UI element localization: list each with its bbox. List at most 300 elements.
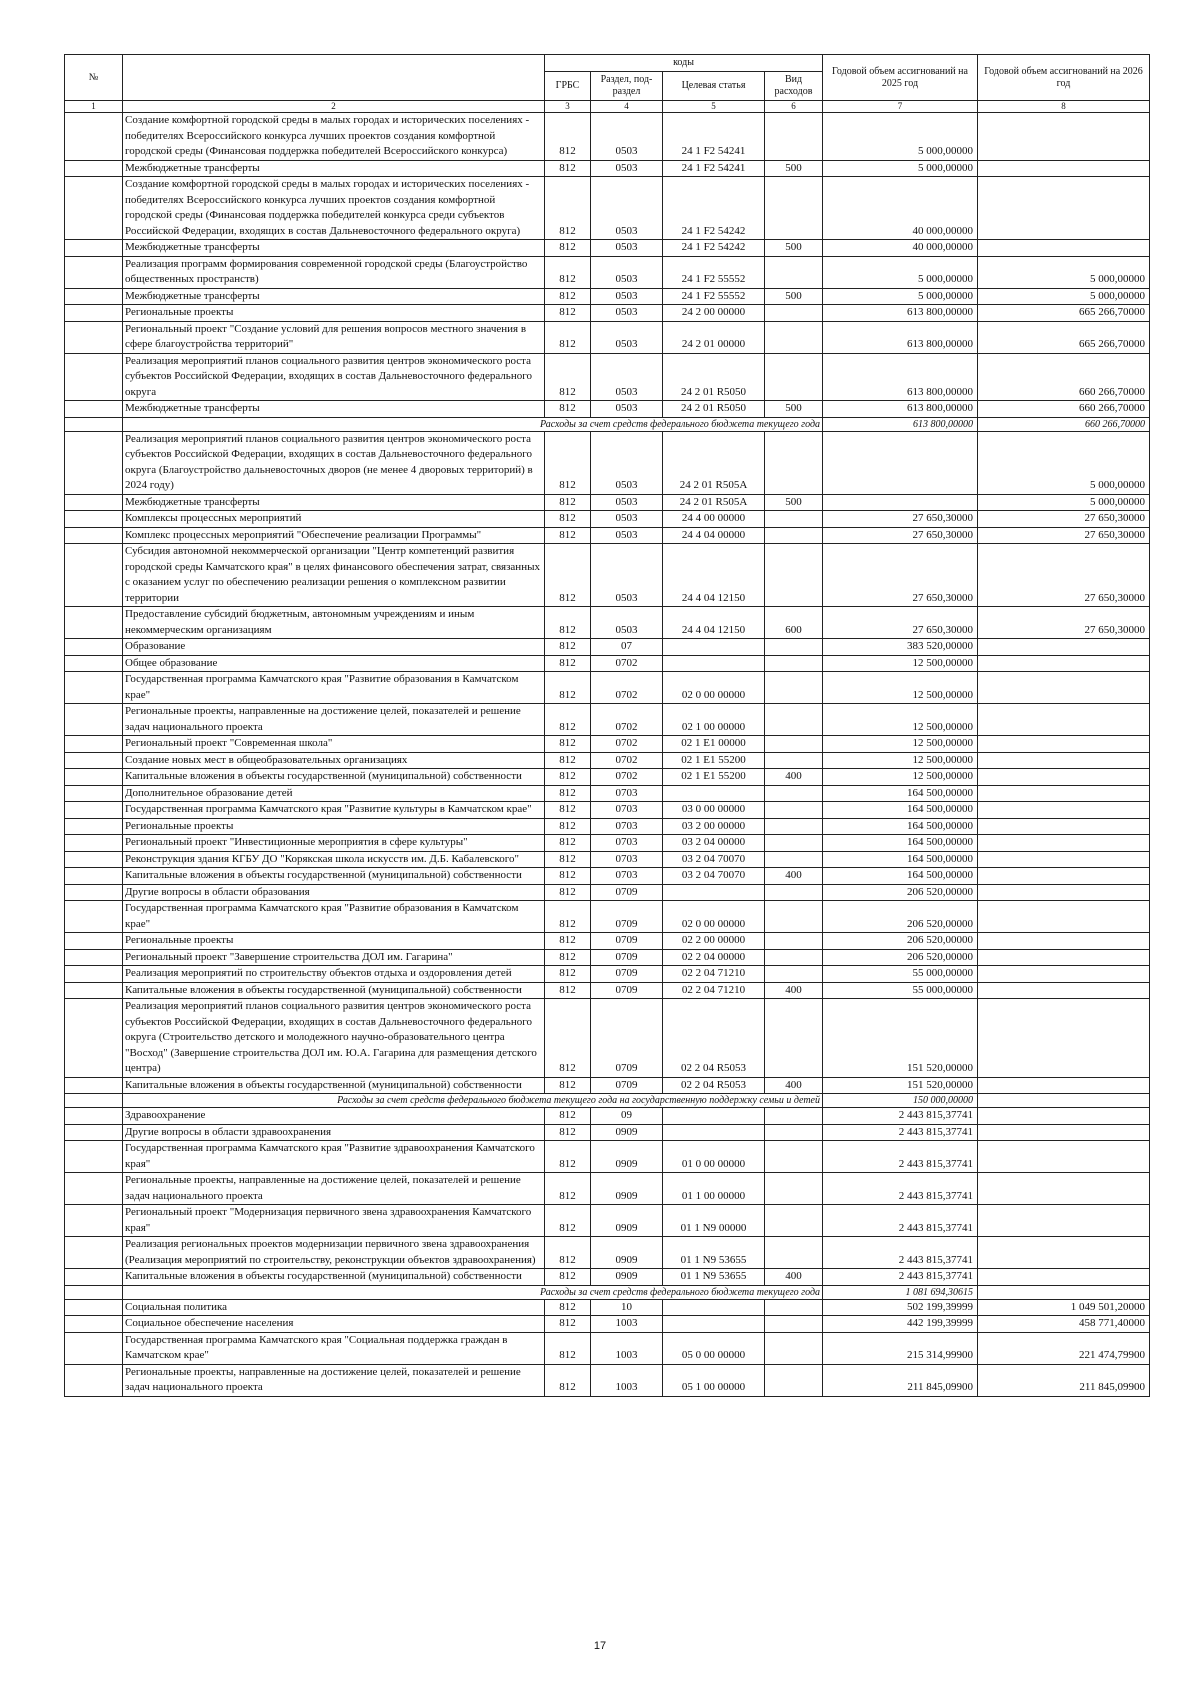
vid-cell bbox=[765, 1205, 823, 1237]
note-text-cell: Расходы за счет средств федерального бюджета текущего года bbox=[123, 417, 823, 431]
vid-cell bbox=[765, 736, 823, 753]
item-name-cell: Межбюджетные трансферты bbox=[123, 401, 545, 418]
amount-2026-cell bbox=[978, 933, 1150, 950]
grbs-cell: 812 bbox=[545, 511, 591, 528]
statya-cell bbox=[663, 884, 765, 901]
vid-cell bbox=[765, 527, 823, 544]
vid-cell bbox=[765, 511, 823, 528]
amount-2025-cell: 12 500,00000 bbox=[823, 655, 978, 672]
statya-cell bbox=[663, 1299, 765, 1316]
table-row bbox=[65, 1364, 1150, 1396]
vid-cell bbox=[765, 113, 823, 161]
razdel-cell: 0503 bbox=[591, 160, 663, 177]
row-num-cell bbox=[65, 999, 123, 1078]
vid-cell bbox=[765, 305, 823, 322]
grbs-cell: 812 bbox=[545, 1237, 591, 1269]
row-num-cell bbox=[65, 851, 123, 868]
table-row bbox=[65, 401, 1150, 418]
statya-cell: 03 2 04 70070 bbox=[663, 868, 765, 885]
amount-2025-cell: 151 520,00000 bbox=[823, 1077, 978, 1094]
statya-cell: 01 1 N9 53655 bbox=[663, 1269, 765, 1286]
grbs-cell: 812 bbox=[545, 431, 591, 494]
razdel-cell: 0709 bbox=[591, 901, 663, 933]
table-row bbox=[65, 288, 1150, 305]
vid-cell bbox=[765, 704, 823, 736]
statya-cell: 24 4 04 12150 bbox=[663, 607, 765, 639]
vid-cell: 400 bbox=[765, 1269, 823, 1286]
grbs-cell: 812 bbox=[545, 1108, 591, 1125]
item-name-cell: Общее образование bbox=[123, 655, 545, 672]
item-name-cell: Образование bbox=[123, 639, 545, 656]
table-row bbox=[65, 527, 1150, 544]
amount-2026-cell bbox=[978, 1108, 1150, 1125]
row-num-cell bbox=[65, 884, 123, 901]
table-row bbox=[65, 511, 1150, 528]
vid-cell bbox=[765, 1316, 823, 1333]
item-name-cell: Государственная программа Камчатского края "Развитие образования в Камчатском крае" bbox=[123, 901, 545, 933]
grbs-cell: 812 bbox=[545, 1316, 591, 1333]
item-name-cell: Реконструкция здания КГБУ ДО "Корякская школа искусств им. Д.Б. Кабалевского" bbox=[123, 851, 545, 868]
razdel-cell: 1003 bbox=[591, 1316, 663, 1333]
row-num-cell bbox=[65, 511, 123, 528]
grbs-cell: 812 bbox=[545, 113, 591, 161]
note-text-cell: Расходы за счет средств федерального бюджета текущего года на государственную поддержку семьи и детей bbox=[123, 1094, 823, 1108]
row-num-cell bbox=[65, 982, 123, 999]
amount-2026-cell bbox=[978, 1285, 1150, 1299]
razdel-cell: 0709 bbox=[591, 966, 663, 983]
razdel-cell: 0703 bbox=[591, 868, 663, 885]
razdel-cell: 0909 bbox=[591, 1237, 663, 1269]
amount-2025-cell: 12 500,00000 bbox=[823, 736, 978, 753]
amount-2026-cell: 221 474,79900 bbox=[978, 1332, 1150, 1364]
table-row bbox=[65, 1141, 1150, 1173]
table-row bbox=[65, 431, 1150, 494]
statya-cell: 02 2 04 71210 bbox=[663, 966, 765, 983]
amount-2025-cell: 27 650,30000 bbox=[823, 607, 978, 639]
amount-2026-cell bbox=[978, 982, 1150, 999]
amount-2026-cell bbox=[978, 655, 1150, 672]
row-num-cell bbox=[65, 1285, 123, 1299]
amount-2025-cell: 12 500,00000 bbox=[823, 752, 978, 769]
table-row bbox=[65, 672, 1150, 704]
grbs-cell: 812 bbox=[545, 818, 591, 835]
statya-cell: 24 2 00 00000 bbox=[663, 305, 765, 322]
statya-cell: 24 1 F2 54242 bbox=[663, 177, 765, 240]
amount-2026-cell bbox=[978, 901, 1150, 933]
statya-cell bbox=[663, 655, 765, 672]
table-row bbox=[65, 1237, 1150, 1269]
vid-cell bbox=[765, 933, 823, 950]
note-row bbox=[65, 1094, 1150, 1108]
grbs-cell: 812 bbox=[545, 1332, 591, 1364]
razdel-cell: 0503 bbox=[591, 113, 663, 161]
table-row bbox=[65, 494, 1150, 511]
statya-cell: 01 0 00 00000 bbox=[663, 1141, 765, 1173]
grbs-cell: 812 bbox=[545, 1077, 591, 1094]
item-name-cell: Другие вопросы в области образования bbox=[123, 884, 545, 901]
grbs-cell: 812 bbox=[545, 901, 591, 933]
vid-cell: 600 bbox=[765, 607, 823, 639]
row-num-cell bbox=[65, 949, 123, 966]
amount-2025-cell: 2 443 815,37741 bbox=[823, 1173, 978, 1205]
row-num-cell bbox=[65, 1108, 123, 1125]
amount-2025-cell: 164 500,00000 bbox=[823, 851, 978, 868]
table-row bbox=[65, 353, 1150, 401]
statya-cell: 02 1 E1 55200 bbox=[663, 769, 765, 786]
row-num-cell bbox=[65, 401, 123, 418]
row-num-cell bbox=[65, 785, 123, 802]
row-num-cell bbox=[65, 1316, 123, 1333]
razdel-cell: 0709 bbox=[591, 1077, 663, 1094]
item-name-cell: Социальное обеспечение населения bbox=[123, 1316, 545, 1333]
amount-2026-cell: 660 266,70000 bbox=[978, 401, 1150, 418]
grbs-cell: 812 bbox=[545, 966, 591, 983]
row-num-cell bbox=[65, 672, 123, 704]
statya-cell: 02 2 04 R5053 bbox=[663, 999, 765, 1078]
amount-2025-cell: 27 650,30000 bbox=[823, 544, 978, 607]
amount-2026-cell bbox=[978, 999, 1150, 1078]
row-num-cell bbox=[65, 1141, 123, 1173]
vid-cell bbox=[765, 256, 823, 288]
item-name-cell: Социальная политика bbox=[123, 1299, 545, 1316]
statya-cell bbox=[663, 1108, 765, 1125]
colnum: 8 bbox=[978, 101, 1150, 113]
amount-2025-cell: 2 443 815,37741 bbox=[823, 1269, 978, 1286]
item-name-cell: Межбюджетные трансферты bbox=[123, 494, 545, 511]
amount-2026-cell bbox=[978, 1269, 1150, 1286]
grbs-cell: 812 bbox=[545, 802, 591, 819]
table-row bbox=[65, 785, 1150, 802]
amount-2026-cell bbox=[978, 802, 1150, 819]
statya-cell: 02 0 00 00000 bbox=[663, 901, 765, 933]
amount-2026-cell bbox=[978, 704, 1150, 736]
statya-cell: 24 2 01 R5050 bbox=[663, 353, 765, 401]
vid-cell bbox=[765, 1364, 823, 1396]
item-name-cell: Реализация региональных проектов модернизации первичного звена здравоохранения (Реализация мероприятий по строительству, реконструкции объектов здравоохранения) bbox=[123, 1237, 545, 1269]
grbs-cell: 812 bbox=[545, 177, 591, 240]
amount-2026-cell bbox=[978, 113, 1150, 161]
razdel-cell: 0702 bbox=[591, 672, 663, 704]
item-name-cell: Региональные проекты, направленные на достижение целей, показателей и решение задач национального проекта bbox=[123, 704, 545, 736]
row-num-cell bbox=[65, 527, 123, 544]
row-num-cell bbox=[65, 1332, 123, 1364]
razdel-cell: 0503 bbox=[591, 511, 663, 528]
table-row bbox=[65, 1269, 1150, 1286]
table-row bbox=[65, 835, 1150, 852]
amount-2025-cell: 12 500,00000 bbox=[823, 704, 978, 736]
vid-cell bbox=[765, 884, 823, 901]
item-name-cell: Межбюджетные трансферты bbox=[123, 160, 545, 177]
amount-2026-cell bbox=[978, 752, 1150, 769]
table-row bbox=[65, 1173, 1150, 1205]
table-row bbox=[65, 736, 1150, 753]
vid-cell bbox=[765, 949, 823, 966]
amount-2025-cell: 2 443 815,37741 bbox=[823, 1124, 978, 1141]
amount-2026-cell bbox=[978, 868, 1150, 885]
statya-cell: 24 1 F2 55552 bbox=[663, 256, 765, 288]
razdel-cell: 0702 bbox=[591, 655, 663, 672]
row-num-cell bbox=[65, 1269, 123, 1286]
amount-2026-cell bbox=[978, 949, 1150, 966]
vid-cell bbox=[765, 544, 823, 607]
amount-2025-cell: 215 314,99900 bbox=[823, 1332, 978, 1364]
grbs-cell: 812 bbox=[545, 868, 591, 885]
item-name-cell: Региональный проект "Модернизация первичного звена здравоохранения Камчатского края" bbox=[123, 1205, 545, 1237]
vid-cell: 500 bbox=[765, 401, 823, 418]
table-row bbox=[65, 901, 1150, 933]
vid-cell bbox=[765, 752, 823, 769]
vid-cell bbox=[765, 1108, 823, 1125]
razdel-cell: 0909 bbox=[591, 1269, 663, 1286]
row-num-cell bbox=[65, 802, 123, 819]
amount-2026-cell: 660 266,70000 bbox=[978, 417, 1150, 431]
amount-2025-cell: 55 000,00000 bbox=[823, 966, 978, 983]
grbs-cell: 812 bbox=[545, 655, 591, 672]
table-row bbox=[65, 544, 1150, 607]
razdel-cell: 0709 bbox=[591, 999, 663, 1078]
colnum: 6 bbox=[765, 101, 823, 113]
row-num-cell bbox=[65, 868, 123, 885]
row-num-cell bbox=[65, 494, 123, 511]
colnum: 5 bbox=[663, 101, 765, 113]
amount-2025-cell: 5 000,00000 bbox=[823, 256, 978, 288]
razdel-cell: 0709 bbox=[591, 933, 663, 950]
item-name-cell: Субсидия автономной некоммерческой организации "Центр компетенций развития городской среды Камчатского края" в целях финансового обеспечения затрат, связанных с оказанием услуг по обеспечению реализации решения о комплексном развитии территории bbox=[123, 544, 545, 607]
grbs-cell: 812 bbox=[545, 672, 591, 704]
item-name-cell: Региональный проект "Создание условий для решения вопросов местного значения в сфере благоустройства территорий" bbox=[123, 321, 545, 353]
amount-2026-cell bbox=[978, 835, 1150, 852]
statya-cell: 01 1 N9 00000 bbox=[663, 1205, 765, 1237]
item-name-cell: Региональный проект "Завершение строительства ДОЛ им. Гагарина" bbox=[123, 949, 545, 966]
razdel-cell: 1003 bbox=[591, 1332, 663, 1364]
amount-2025-cell: 164 500,00000 bbox=[823, 802, 978, 819]
amount-2025-cell: 206 520,00000 bbox=[823, 901, 978, 933]
table-row bbox=[65, 639, 1150, 656]
table-row bbox=[65, 868, 1150, 885]
item-name-cell: Капитальные вложения в объекты государственной (муниципальной) собственности bbox=[123, 1269, 545, 1286]
table-row bbox=[65, 999, 1150, 1078]
statya-cell: 03 0 00 00000 bbox=[663, 802, 765, 819]
amount-2025-cell: 613 800,00000 bbox=[823, 321, 978, 353]
vid-cell bbox=[765, 999, 823, 1078]
vid-cell bbox=[765, 1332, 823, 1364]
row-num-cell bbox=[65, 1205, 123, 1237]
row-num-cell bbox=[65, 256, 123, 288]
table-row bbox=[65, 113, 1150, 161]
amount-2026-cell bbox=[978, 1237, 1150, 1269]
item-name-cell: Государственная программа Камчатского края "Развитие здравоохранения Камчатского края" bbox=[123, 1141, 545, 1173]
item-name-cell: Капитальные вложения в объекты государственной (муниципальной) собственности bbox=[123, 769, 545, 786]
item-name-cell: Региональные проекты bbox=[123, 818, 545, 835]
grbs-cell: 812 bbox=[545, 1124, 591, 1141]
razdel-cell: 0503 bbox=[591, 177, 663, 240]
table-row bbox=[65, 704, 1150, 736]
table-row bbox=[65, 1108, 1150, 1125]
grbs-cell: 812 bbox=[545, 769, 591, 786]
razdel-cell: 0702 bbox=[591, 736, 663, 753]
grbs-cell: 812 bbox=[545, 401, 591, 418]
table-row bbox=[65, 949, 1150, 966]
grbs-cell: 812 bbox=[545, 1205, 591, 1237]
item-name-cell: Реализация программ формирования современной городской среды (Благоустройство общественных пространств) bbox=[123, 256, 545, 288]
amount-2026-cell bbox=[978, 1141, 1150, 1173]
razdel-cell: 0503 bbox=[591, 305, 663, 322]
item-name-cell: Региональные проекты, направленные на достижение целей, показателей и решение задач национального проекта bbox=[123, 1173, 545, 1205]
amount-2026-cell bbox=[978, 884, 1150, 901]
grbs-cell: 812 bbox=[545, 494, 591, 511]
vid-cell bbox=[765, 1173, 823, 1205]
row-num-cell bbox=[65, 933, 123, 950]
vid-cell bbox=[765, 353, 823, 401]
grbs-cell: 812 bbox=[545, 639, 591, 656]
amount-2026-cell: 660 266,70000 bbox=[978, 353, 1150, 401]
razdel-cell: 0703 bbox=[591, 851, 663, 868]
colnum: 4 bbox=[591, 101, 663, 113]
row-num-cell bbox=[65, 321, 123, 353]
table-row bbox=[65, 305, 1150, 322]
statya-cell: 24 4 04 12150 bbox=[663, 544, 765, 607]
table-row bbox=[65, 1124, 1150, 1141]
amount-2025-cell: 613 800,00000 bbox=[823, 305, 978, 322]
statya-cell: 24 1 F2 54242 bbox=[663, 240, 765, 257]
razdel-cell: 0702 bbox=[591, 704, 663, 736]
budget-table bbox=[64, 54, 1150, 1397]
amount-2025-cell: 2 443 815,37741 bbox=[823, 1108, 978, 1125]
statya-cell bbox=[663, 1316, 765, 1333]
statya-cell: 05 1 00 00000 bbox=[663, 1364, 765, 1396]
item-name-cell: Региональные проекты bbox=[123, 933, 545, 950]
row-num-cell bbox=[65, 1299, 123, 1316]
row-num-cell bbox=[65, 431, 123, 494]
item-name-cell: Создание новых мест в общеобразовательных организациях bbox=[123, 752, 545, 769]
amount-2025-cell: 442 199,39999 bbox=[823, 1316, 978, 1333]
item-name-cell: Капитальные вложения в объекты государственной (муниципальной) собственности bbox=[123, 982, 545, 999]
vid-cell bbox=[765, 672, 823, 704]
row-num-cell bbox=[65, 177, 123, 240]
table-row bbox=[65, 655, 1150, 672]
vid-cell bbox=[765, 639, 823, 656]
amount-2026-cell bbox=[978, 1077, 1150, 1094]
amount-2025-cell: 613 800,00000 bbox=[823, 401, 978, 418]
statya-cell: 24 1 F2 54241 bbox=[663, 160, 765, 177]
row-num-cell bbox=[65, 818, 123, 835]
note-text-cell: Расходы за счет средств федерального бюджета текущего года bbox=[123, 1285, 823, 1299]
razdel-cell: 0503 bbox=[591, 256, 663, 288]
vid-cell bbox=[765, 177, 823, 240]
colnum: 2 bbox=[123, 101, 545, 113]
row-num-cell bbox=[65, 736, 123, 753]
grbs-cell: 812 bbox=[545, 1364, 591, 1396]
table-row bbox=[65, 884, 1150, 901]
header-statya: Целевая статья bbox=[663, 72, 765, 101]
grbs-cell: 812 bbox=[545, 544, 591, 607]
vid-cell bbox=[765, 818, 823, 835]
amount-2026-cell bbox=[978, 818, 1150, 835]
razdel-cell: 0503 bbox=[591, 431, 663, 494]
table-body bbox=[65, 113, 1150, 1397]
vid-cell bbox=[765, 785, 823, 802]
amount-2026-cell: 5 000,00000 bbox=[978, 256, 1150, 288]
item-name-cell: Государственная программа Камчатского края "Развитие образования в Камчатском крае" bbox=[123, 672, 545, 704]
row-num-cell bbox=[65, 288, 123, 305]
amount-2026-cell: 5 000,00000 bbox=[978, 494, 1150, 511]
razdel-cell: 0709 bbox=[591, 982, 663, 999]
statya-cell: 02 1 00 00000 bbox=[663, 704, 765, 736]
statya-cell: 02 2 00 00000 bbox=[663, 933, 765, 950]
razdel-cell: 0703 bbox=[591, 818, 663, 835]
amount-2025-cell: 383 520,00000 bbox=[823, 639, 978, 656]
row-num-cell bbox=[65, 835, 123, 852]
amount-2026-cell bbox=[978, 1173, 1150, 1205]
statya-cell: 24 2 01 00000 bbox=[663, 321, 765, 353]
amount-2026-cell: 458 771,40000 bbox=[978, 1316, 1150, 1333]
grbs-cell: 812 bbox=[545, 240, 591, 257]
statya-cell: 24 2 01 R5050 bbox=[663, 401, 765, 418]
amount-2025-cell: 206 520,00000 bbox=[823, 884, 978, 901]
razdel-cell: 0503 bbox=[591, 353, 663, 401]
table-row bbox=[65, 1077, 1150, 1094]
item-name-cell: Реализация мероприятий планов социального развития центров экономического роста субъектов Российской Федерации, входящих в состав Дальневосточного федерального округа bbox=[123, 353, 545, 401]
vid-cell bbox=[765, 1141, 823, 1173]
row-num-cell bbox=[65, 1124, 123, 1141]
amount-2026-cell bbox=[978, 672, 1150, 704]
vid-cell: 400 bbox=[765, 868, 823, 885]
colnum: 3 bbox=[545, 101, 591, 113]
amount-2025-cell bbox=[823, 431, 978, 494]
amount-2026-cell: 665 266,70000 bbox=[978, 321, 1150, 353]
statya-cell: 03 2 00 00000 bbox=[663, 818, 765, 835]
vid-cell bbox=[765, 802, 823, 819]
grbs-cell: 812 bbox=[545, 704, 591, 736]
grbs-cell: 812 bbox=[545, 527, 591, 544]
vid-cell bbox=[765, 431, 823, 494]
statya-cell bbox=[663, 1124, 765, 1141]
row-num-cell bbox=[65, 160, 123, 177]
table-row bbox=[65, 802, 1150, 819]
item-name-cell: Другие вопросы в области здравоохранения bbox=[123, 1124, 545, 1141]
amount-2026-cell bbox=[978, 160, 1150, 177]
vid-cell bbox=[765, 966, 823, 983]
amount-2025-cell bbox=[823, 494, 978, 511]
vid-cell bbox=[765, 835, 823, 852]
statya-cell: 24 1 F2 54241 bbox=[663, 113, 765, 161]
statya-cell: 03 2 04 00000 bbox=[663, 835, 765, 852]
vid-cell: 400 bbox=[765, 1077, 823, 1094]
table-row bbox=[65, 769, 1150, 786]
statya-cell: 02 2 04 00000 bbox=[663, 949, 765, 966]
item-name-cell: Комплексы процессных мероприятий bbox=[123, 511, 545, 528]
razdel-cell: 09 bbox=[591, 1108, 663, 1125]
razdel-cell: 0503 bbox=[591, 527, 663, 544]
razdel-cell: 0909 bbox=[591, 1173, 663, 1205]
item-name-cell: Здравоохранение bbox=[123, 1108, 545, 1125]
amount-2026-cell: 1 049 501,20000 bbox=[978, 1299, 1150, 1316]
table-row bbox=[65, 321, 1150, 353]
razdel-cell: 0503 bbox=[591, 607, 663, 639]
item-name-cell: Реализация мероприятий по строительству объектов отдыха и оздоровления детей bbox=[123, 966, 545, 983]
amount-2025-cell: 5 000,00000 bbox=[823, 160, 978, 177]
row-num-cell bbox=[65, 1364, 123, 1396]
razdel-cell: 0503 bbox=[591, 240, 663, 257]
note-row bbox=[65, 1285, 1150, 1299]
vid-cell: 500 bbox=[765, 240, 823, 257]
amount-2025-cell: 613 800,00000 bbox=[823, 417, 978, 431]
grbs-cell: 812 bbox=[545, 1299, 591, 1316]
row-num-cell bbox=[65, 305, 123, 322]
table-row bbox=[65, 752, 1150, 769]
vid-cell bbox=[765, 1124, 823, 1141]
razdel-cell: 0709 bbox=[591, 949, 663, 966]
